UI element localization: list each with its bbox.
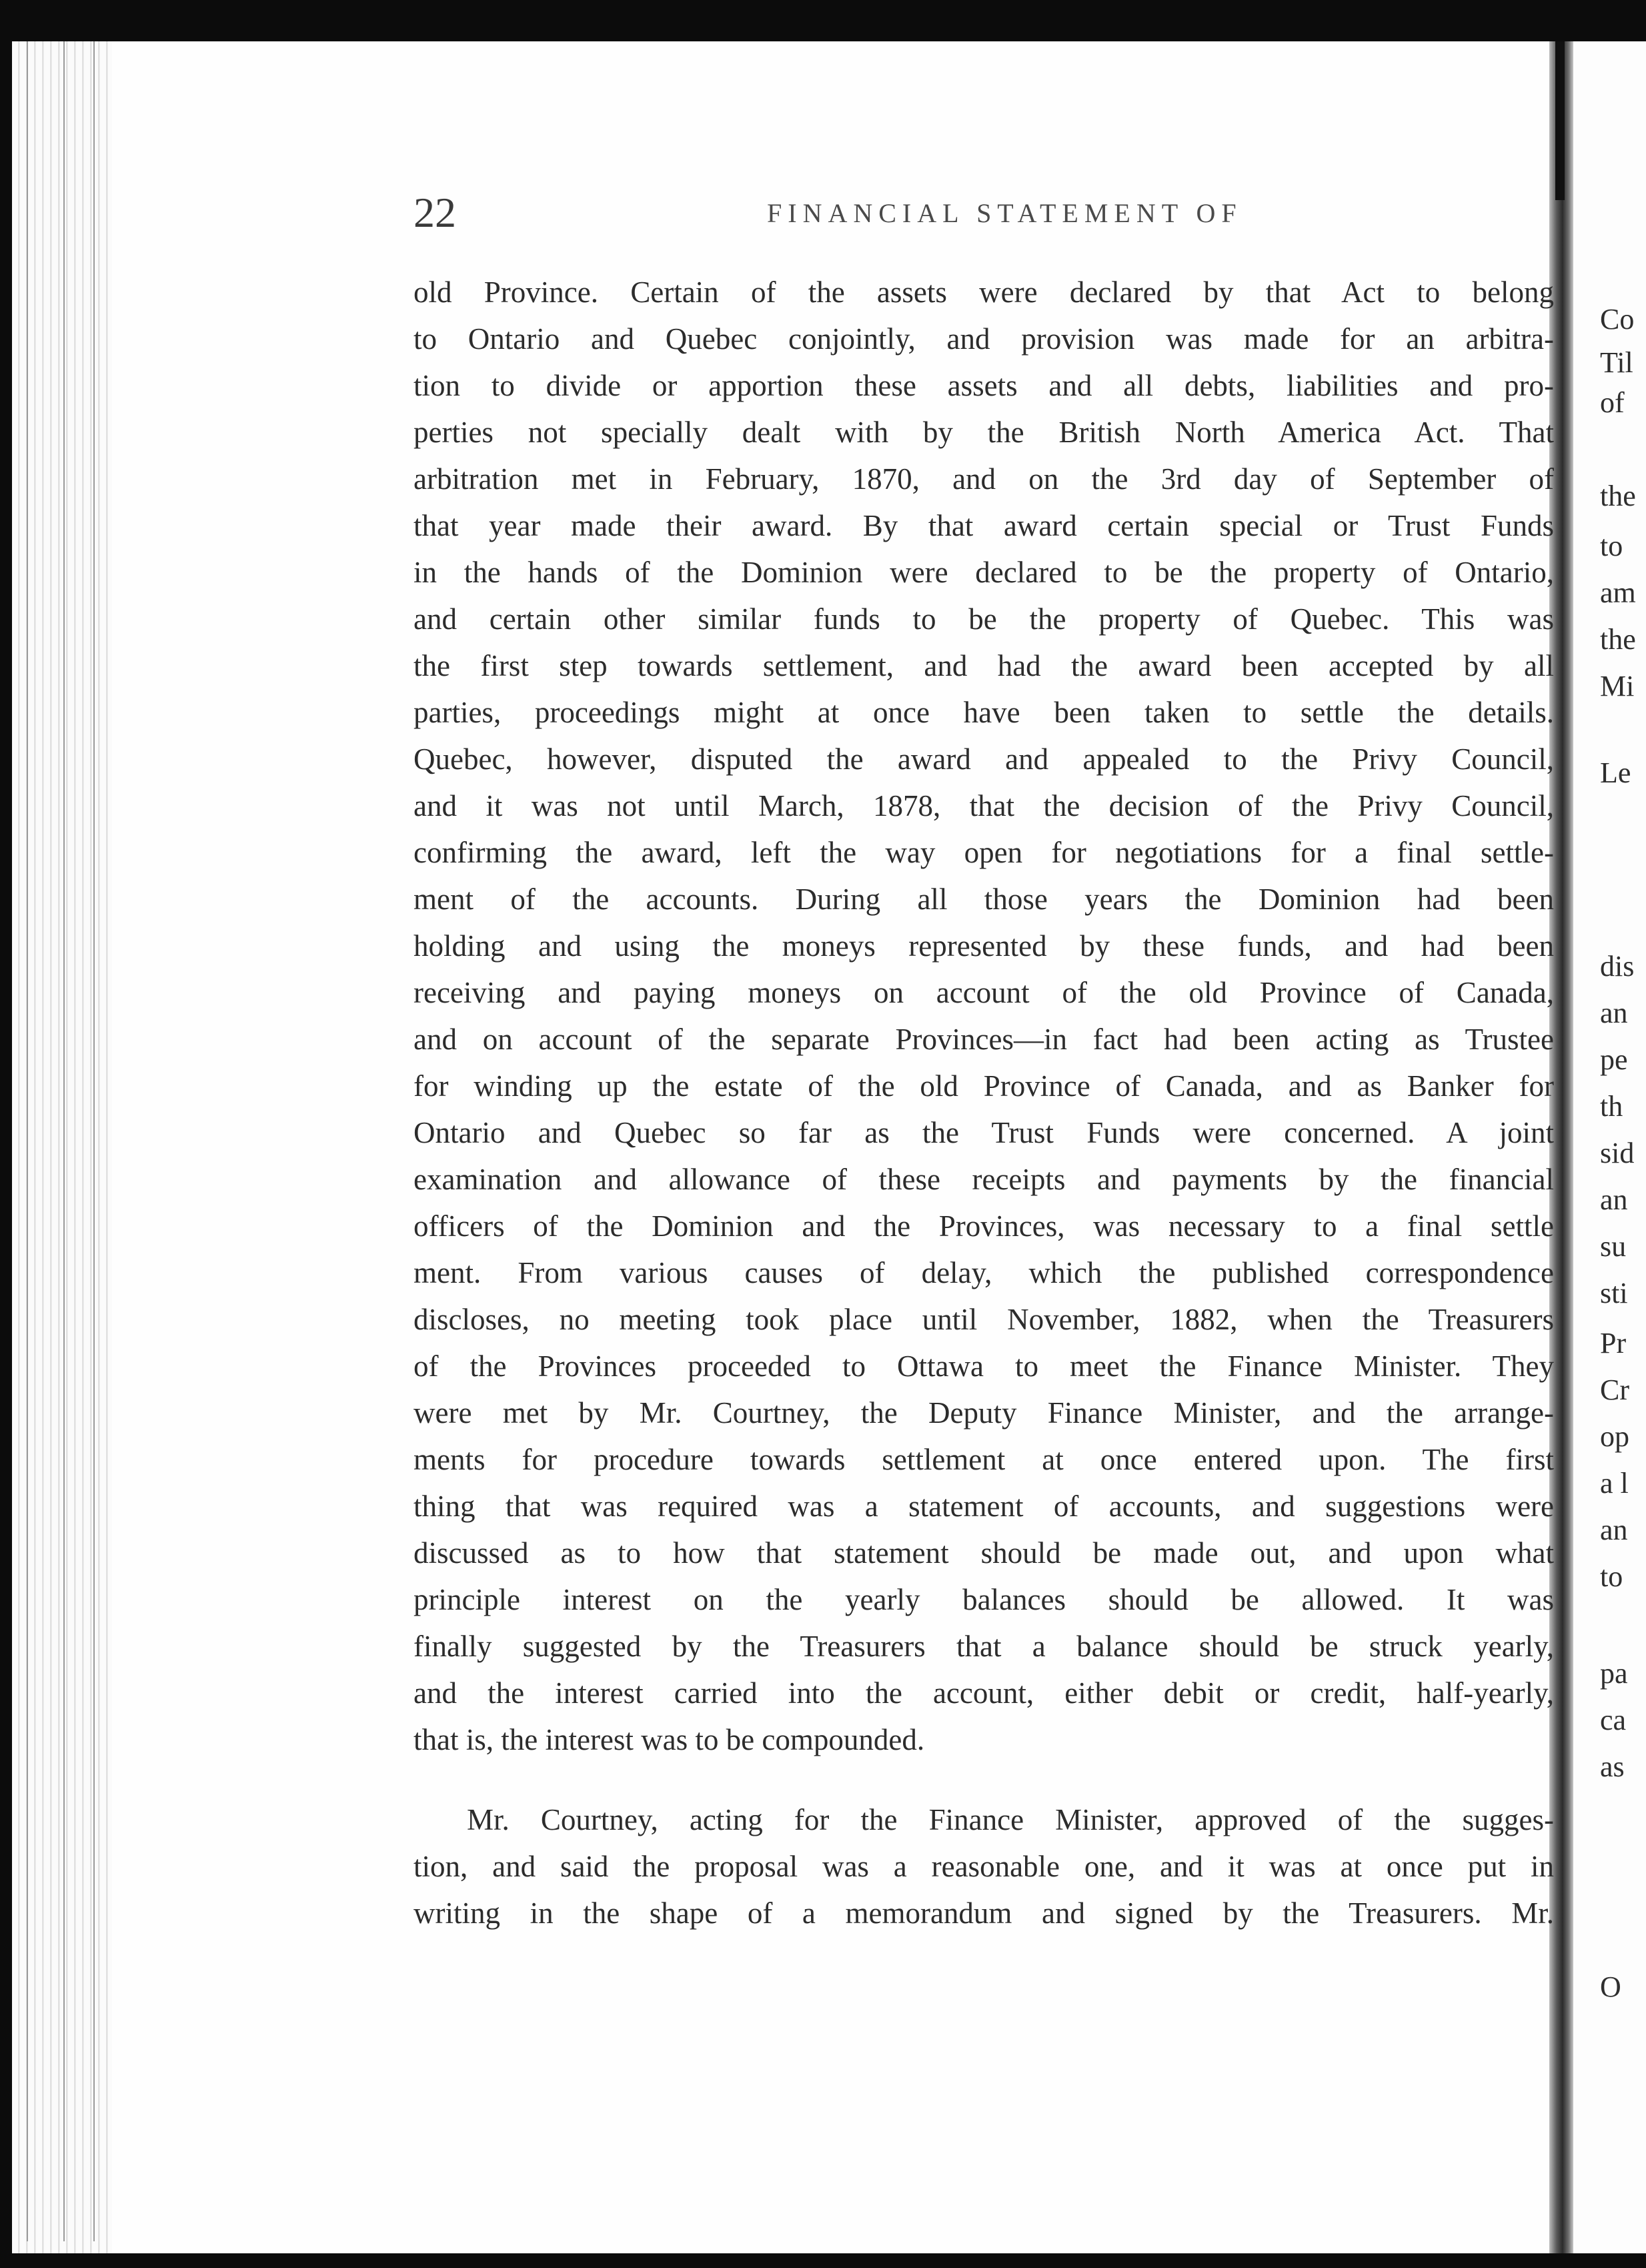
body-text-line: examination and allowance of these receipts and payments by the financial xyxy=(414,1163,1554,1196)
body-text-line: and on account of the separate Provinces—in fact had been acting as Trustee xyxy=(414,1023,1554,1056)
body-text-line: that is, the interest was to be compounded. xyxy=(414,1723,925,1756)
facing-text-fragment: to xyxy=(1600,1560,1623,1593)
body-text-line: and it was not until March, 1878, that the decision of the Privy Council, xyxy=(414,789,1554,822)
body-text-line: Ontario and Quebec so far as the Trust Funds were concerned. A joint xyxy=(414,1116,1554,1149)
body-text-line: discloses, no meeting took place until November, 1882, when the Treasurers xyxy=(414,1303,1554,1336)
body-text-line: ment. From various causes of delay, which the published correspondence xyxy=(414,1256,1554,1289)
body-text-line: that year made their award. By that award certain special or Trust Funds xyxy=(414,509,1554,542)
facing-text-fragment: the xyxy=(1600,623,1636,656)
body-text-line: holding and using the moneys represented by these funds, and had been xyxy=(414,929,1554,963)
facing-text-fragment: op xyxy=(1600,1420,1629,1453)
body-text-line: in the hands of the Dominion were declared to be the property of Ontario, xyxy=(414,556,1554,589)
body-text-line: to Ontario and Quebec conjointly, and provision was made for an arbitra- xyxy=(414,322,1554,356)
body-text-line: and the interest carried into the account, either debit or credit, half-yearly, xyxy=(414,1676,1554,1710)
body-text-line: writing in the shape of a memorandum and signed by the Treasurers. Mr. xyxy=(414,1896,1554,1930)
page-number: 22 xyxy=(414,189,456,236)
facing-text-fragment: an xyxy=(1600,1514,1628,1546)
body-text-line: tion, and said the proposal was a reasonable one, and it was at once put in xyxy=(414,1850,1554,1883)
facing-text-fragment: am xyxy=(1600,576,1636,609)
body-text-line: confirming the award, left the way open for negotiations for a final settle- xyxy=(414,836,1554,869)
body-text-line: discussed as to how that statement should be made out, and upon what xyxy=(414,1536,1554,1570)
body-text-line: ments for procedure towards settlement at once entered upon. The first xyxy=(414,1443,1554,1476)
body-text-line: arbitration met in February, 1870, and on the 3rd day of September of xyxy=(414,462,1554,496)
facing-text-fragment: Til xyxy=(1600,346,1633,379)
body-text-line: the first step towards settlement, and had the award been accepted by all xyxy=(414,649,1554,682)
facing-text-fragment: of xyxy=(1600,386,1625,419)
scan-border-top xyxy=(0,0,1646,41)
facing-text-fragment: Pr xyxy=(1600,1327,1627,1359)
body-text-line: old Province. Certain of the assets were declared by that Act to belong xyxy=(414,275,1554,309)
body-text-line: officers of the Dominion and the Provinces, was necessary to a final settle xyxy=(414,1209,1554,1243)
facing-text-fragment: Mi xyxy=(1600,670,1635,702)
facing-text-fragment: pa xyxy=(1600,1657,1628,1690)
body-text-line: were met by Mr. Courtney, the Deputy Finance Minister, and the arrange- xyxy=(414,1396,1554,1430)
body-text-line: receiving and paying moneys on account of the old Province of Canada, xyxy=(414,976,1554,1009)
facing-text-fragment: as xyxy=(1600,1750,1625,1783)
facing-text-fragment: the xyxy=(1600,480,1636,512)
facing-text-fragment: dis xyxy=(1600,950,1635,983)
page-edge-line xyxy=(63,27,65,2241)
body-text-line: Quebec, however, disputed the award and appealed to the Privy Council, xyxy=(414,742,1554,776)
scan-border-left xyxy=(0,0,12,2268)
facing-text-fragment: a l xyxy=(1600,1467,1629,1500)
body-text-line: ment of the accounts. During all those years the Dominion had been xyxy=(414,883,1554,916)
body-text-line: tion to divide or apportion these assets and all debts, liabilities and pro- xyxy=(414,369,1554,402)
body-text-line: thing that was required was a statement of accounts, and suggestions were xyxy=(414,1490,1554,1523)
body-text-line: finally suggested by the Treasurers that a balance should be struck yearly, xyxy=(414,1630,1554,1663)
facing-text-fragment: pe xyxy=(1600,1043,1628,1076)
body-text-line: Mr. Courtney, acting for the Finance Minister, approved of the sugges- xyxy=(467,1803,1554,1836)
facing-text-fragment: sti xyxy=(1600,1277,1628,1309)
body-text-line: and certain other similar funds to be the property of Quebec. This was xyxy=(414,602,1554,636)
facing-text-fragment: Cr xyxy=(1600,1373,1629,1406)
facing-text-fragment: th xyxy=(1600,1090,1623,1123)
facing-text-fragment: su xyxy=(1600,1230,1627,1263)
body-text-line: parties, proceedings might at once have been taken to settle the details. xyxy=(414,696,1554,729)
facing-page xyxy=(1573,41,1646,2253)
facing-text-fragment: an xyxy=(1600,997,1628,1029)
scan-border-bottom xyxy=(0,2253,1646,2268)
body-text-line: of the Provinces proceeded to Ottawa to meet the Finance Minister. They xyxy=(414,1349,1554,1383)
page-edge-line xyxy=(27,27,28,2241)
facing-text-fragment: sid xyxy=(1600,1137,1635,1169)
running-head: FINANCIAL STATEMENT OF xyxy=(767,198,1243,228)
page-edge-line xyxy=(93,27,95,2241)
body-text-line: for winding up the estate of the old Province of Canada, and as Banker for xyxy=(414,1069,1554,1103)
facing-text-fragment: Le xyxy=(1600,756,1631,789)
facing-text-fragment: O xyxy=(1600,1970,1621,2003)
body-text-line: perties not specially dealt with by the British North America Act. That xyxy=(414,416,1554,449)
facing-text-fragment: to xyxy=(1600,530,1623,562)
facing-text-fragment: Co xyxy=(1600,303,1635,336)
facing-text-fragment: ca xyxy=(1600,1704,1627,1736)
facing-text-fragment: an xyxy=(1600,1183,1628,1216)
body-text-line: principle interest on the yearly balances should be allowed. It was xyxy=(414,1583,1554,1616)
